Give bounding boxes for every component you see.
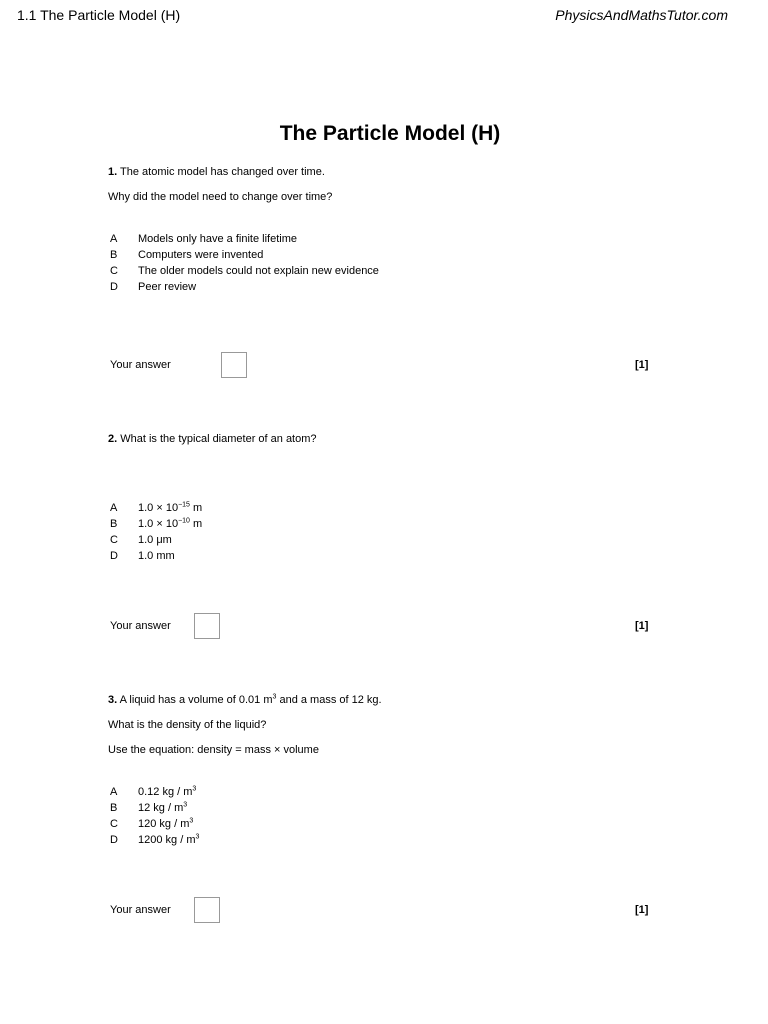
question-3-answer-box[interactable]: [194, 897, 220, 923]
question-1-answer-label: Your answer: [110, 359, 171, 371]
question-2-stem-text: What is the typical diameter of an atom?: [120, 433, 317, 445]
question-1-option-a-text: Models only have a finite lifetime: [138, 233, 297, 245]
question-2-option-c-letter: C: [110, 534, 118, 546]
question-3-option-a-text: 0.12 kg / $m^3$: [138, 785, 197, 798]
question-2-stem: [108, 433, 317, 445]
question-3-marks: [1]: [635, 904, 649, 916]
question-3-equation: Use the equation: density = mass × volume: [108, 744, 319, 756]
question-2-answer-box[interactable]: [194, 613, 220, 639]
question-1-answer-box[interactable]: [221, 352, 247, 378]
question-3-option-b-text: 12 kg / $m^3$: [138, 801, 188, 814]
question-3-option-a-letter: A: [110, 786, 118, 798]
question-3-option-c-letter: C: [110, 818, 118, 830]
question-3-prompt: What is the density of the liquid?: [108, 719, 267, 731]
question-2-answer-label: Your answer: [110, 620, 171, 632]
question-2-option-d-letter: D: [110, 550, 118, 562]
question-2-option-a-text: $1.0 \times 10^{-15}$ m: [138, 501, 203, 514]
question-2-option-d-text: 1.0 mm: [138, 550, 175, 562]
question-1-option-b-text: Computers were invented: [138, 249, 264, 261]
question-2-option-a-letter: A: [110, 502, 118, 514]
question-3-answer-label: Your answer: [110, 904, 171, 916]
question-3-option-d-text: 1200 kg / $m^3$: [138, 833, 200, 846]
question-1-stem-text: The atomic model has changed over time.: [120, 166, 325, 178]
question-1-option-b-letter: B: [110, 249, 118, 261]
question-1-option-a-letter: A: [110, 233, 118, 245]
question-2-option-b-letter: B: [110, 518, 118, 530]
question-3-stem: 3. A liquid has a volume of 0.01 $m^3$ and a mass of 12 kg.: [108, 693, 382, 706]
question-1-option-c-letter: C: [110, 265, 118, 277]
question-3-option-c-text: 120 kg / $m^3$: [138, 817, 194, 830]
question-1-marks: [1]: [635, 359, 649, 371]
question-3-number: 3.: [108, 694, 118, 706]
question-2-marks: [1]: [635, 620, 649, 632]
page-title: The Particle Model (H): [279, 122, 501, 145]
question-1-stem: [108, 166, 325, 178]
question-3-option-d-letter: D: [110, 834, 118, 846]
question-2-option-b-text: $1.0 \times 10^{-10}$ m: [138, 517, 203, 530]
question-1-option-d-text: Peer review: [138, 281, 197, 293]
header-site-name: PhysicsAndMathsTutor.com: [555, 7, 728, 23]
question-1-number: 1.: [108, 166, 118, 178]
question-3-option-b-letter: B: [110, 802, 118, 814]
question-2-option-c-text: 1.0 μm: [138, 534, 172, 546]
question-1-option-c-text: The older models could not explain new evidence: [138, 265, 379, 277]
question-2-number: 2.: [108, 433, 118, 445]
header-section-title: 1.1 The Particle Model (H): [17, 7, 181, 23]
question-1-prompt: Why did the model need to change over time?: [108, 191, 333, 203]
question-1-option-d-letter: D: [110, 281, 118, 293]
